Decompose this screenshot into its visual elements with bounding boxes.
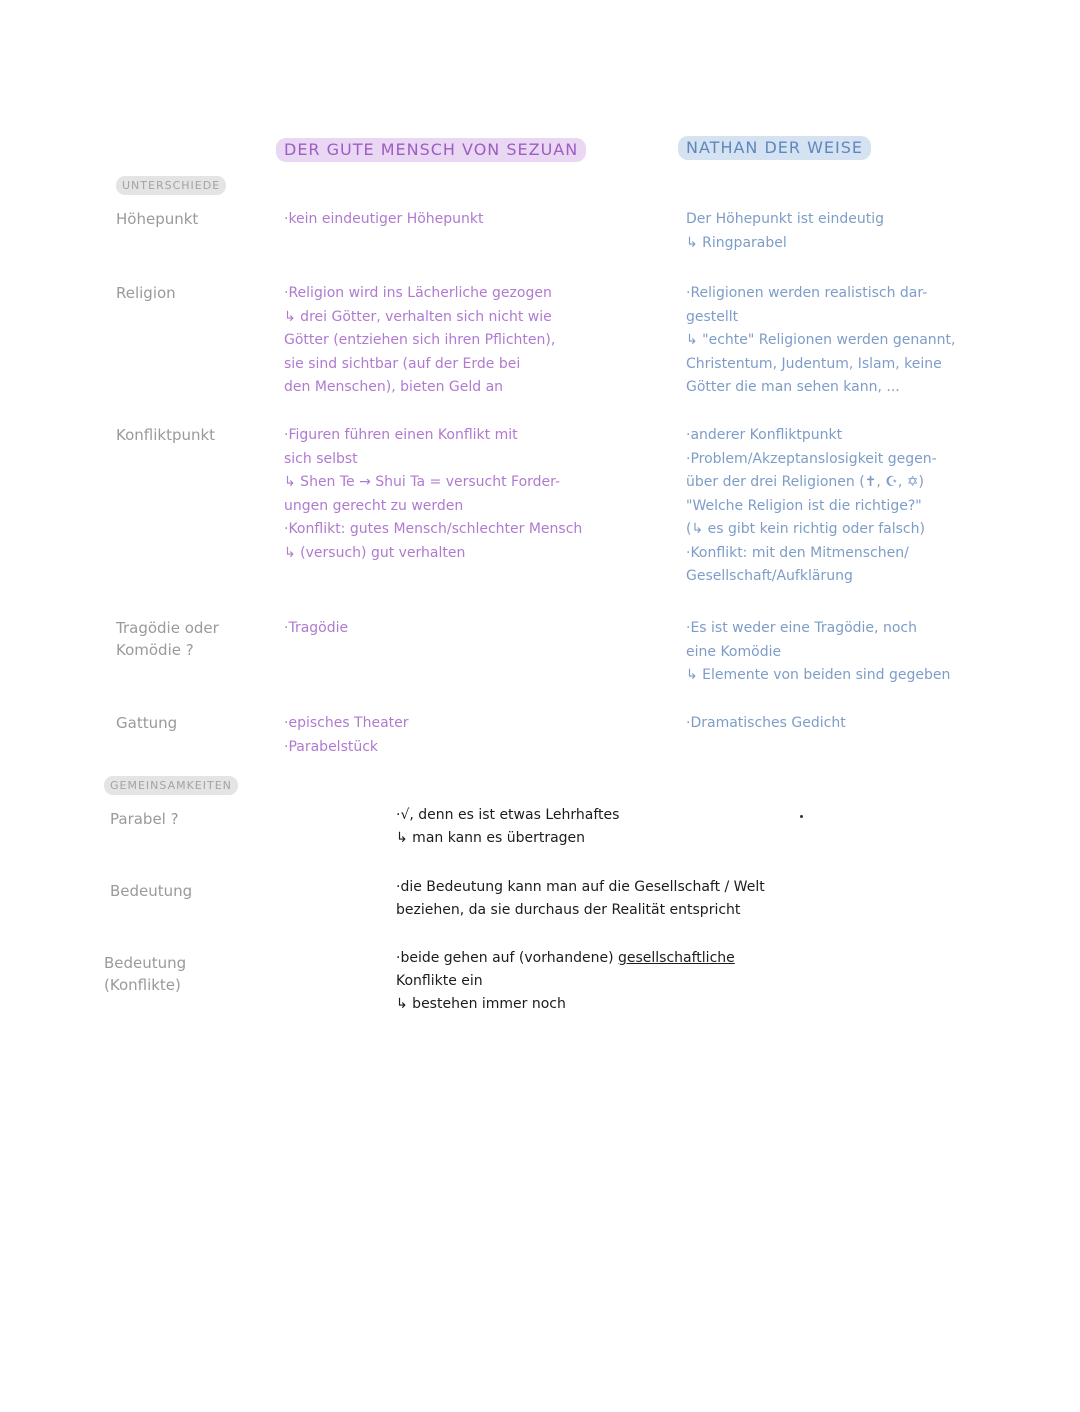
row-label-konfliktpunkt: Konfliktpunkt bbox=[116, 426, 216, 444]
stray-dot bbox=[800, 815, 803, 818]
cell-sezuan-gattung: ·episches Theater ·Parabelstück bbox=[284, 715, 409, 755]
row-label-parabel: Parabel ? bbox=[110, 810, 179, 828]
cell-sezuan-konfliktpunkt: ·Figuren führen einen Konflikt mit sich selbst ↳ Shen Te → Shui Ta = versucht Forder- ungen gerecht zu werden ·Konflikt: gutes Mensch/schlechter Mensch ↳ (versuch) gut verhalten bbox=[284, 427, 583, 561]
section-tag-differences: UNTERSCHIEDE bbox=[116, 176, 226, 195]
header-sezuan: DER GUTE MENSCH VON SEZUAN bbox=[276, 138, 586, 162]
cell-sezuan-hoehepunkt: ·kein eindeutiger Höhepunkt bbox=[284, 211, 484, 227]
section-tag-similarities: GEMEINSAMKEITEN bbox=[104, 776, 238, 795]
cell-parabel: ·√, denn es ist etwas Lehrhaftes ↳ man kann es übertragen bbox=[396, 807, 620, 846]
row-label-gattung: Gattung bbox=[116, 714, 178, 732]
cell-bedeutung-konflikte-part-a: ·beide gehen auf (vorhandene) bbox=[396, 950, 618, 966]
cell-bedeutung: ·die Bedeutung kann man auf die Gesellschaft / Welt beziehen, da sie durchaus der Realität entspricht bbox=[396, 879, 765, 918]
cell-nathan-konfliktpunkt: ·anderer Konfliktpunkt ·Problem/Akzeptanslosigkeit gegen- über der drei Religionen (✝, ☪, ✡) "Welche Religion ist die richtige?" (↳ es gibt kein richtig oder falsch) ·Konflikt: mit den Mitmenschen/ Gesellschaft/Aufklärung bbox=[686, 427, 937, 584]
cell-nathan-tragoedie: ·Es ist weder eine Tragödie, noch eine Komödie ↳ Elemente von beiden sind gegeben bbox=[686, 620, 951, 683]
cell-bedeutung-konflikte bbox=[396, 947, 735, 1016]
row-label-bedeutung: Bedeutung bbox=[110, 882, 193, 900]
cell-nathan-religion: ·Religionen werden realistisch dar- gestellt ↳ "echte" Religionen werden genannt, Christentum, Judentum, Islam, keine Götter die man sehen kann, ... bbox=[686, 285, 956, 395]
cell-sezuan-tragoedie: ·Tragödie bbox=[284, 620, 349, 636]
row-label-bedeutung-konflikte: Bedeutung (Konflikte) bbox=[104, 954, 187, 994]
cell-bedeutung-konflikte-underlined: gesellschaftliche bbox=[617, 950, 735, 966]
cell-bedeutung-konflikte-part-c: Konflikte ein ↳ bestehen immer noch bbox=[396, 973, 566, 1012]
row-label-religion: Religion bbox=[116, 284, 176, 302]
row-label-hoehepunkt: Höhepunkt bbox=[116, 210, 199, 228]
cell-nathan-gattung: ·Dramatisches Gedicht bbox=[686, 715, 846, 731]
row-label-tragoedie-komoedie: Tragödie oder Komödie ? bbox=[116, 619, 219, 659]
header-nathan: NATHAN DER WEISE bbox=[678, 136, 871, 160]
cell-nathan-hoehepunkt: Der Höhepunkt ist eindeutig ↳ Ringparabel bbox=[686, 211, 884, 251]
cell-sezuan-religion: ·Religion wird ins Lächerliche gezogen ↳ drei Götter, verhalten sich nicht wie Götter (entziehen sich ihren Pflichten), sie sind sichtbar (auf der Erde bei den Menschen), bieten Geld an bbox=[284, 285, 556, 395]
